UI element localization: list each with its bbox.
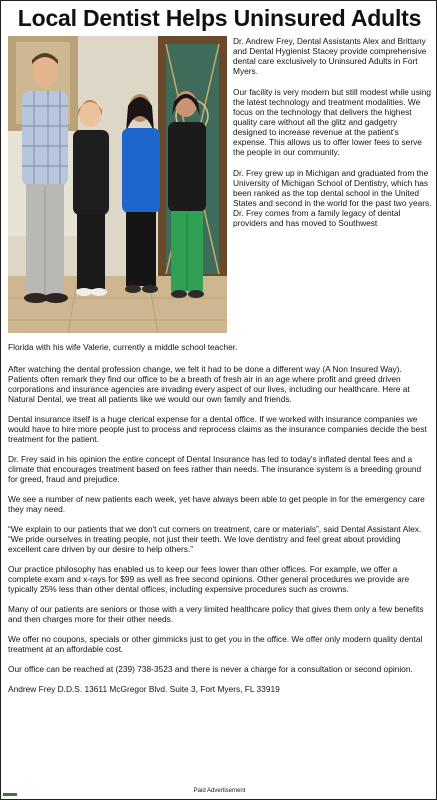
body-paragraph: “We explain to our patients that we don't cut corners on treatment, care or materials”, said Dental Assistant Alex. “We pride ourselves in treating people, not just their teeth. We love dentistry and feel great about providing excellent care driven by our desire to help others.” [8,524,422,554]
headline: Local Dentist Helps Uninsured Adults [17,5,422,31]
column-paragraph: Dr. Frey grew up in Michigan and graduated from the University of Michigan School of Dentistry, which has been ranked as the top dental school in the United States and second in the world for the past two years. Dr. Frey comes from a family legacy of dental providers and has moved to Southwest [233,168,432,228]
body-paragraph: We see a number of new patients each week, yet have always been able to get people in for the emergency care they may need. [8,494,425,514]
column-paragraph: Dr. Andrew Frey, Dental Assistants Alex and Brittany and Dental Hygienist Stacey provide comprehensive dental care exclusively to Uninsured Adults in Fort Myers. [233,36,427,76]
contact-paragraph: Our office can be reached at (239) 738-3523 and there is never a charge for a consultation or second opinion. [8,664,413,674]
column-paragraph: Our facility is very modern but still modest while using the latest technology and treatment modalities. We focus on the technology that delivers the highest quality care without all the glitz and gadgetry designed to increase revenue at the patient's expense. This allows us to offer lower fees to serve the people in our community. [233,87,432,157]
staff-photo [8,36,227,333]
paid-advertisement-label: Paid Advertisement [193,788,246,794]
wrap-continuation: Florida with his wife Valerie, currently a middle school teacher. [8,342,238,352]
body-paragraph: After watching the dental profession change, we felt it had to be done a different way (A Non Insured Way). Patients often remark they find our office to be a breath of fresh air in an age where profit and greed driven corporations and insurance agencies are invading every aspect of our lives, including our healthcare. Here at Natural Dental, we treat all patients like we would our own family and friends. [8,364,410,404]
address-line: Andrew Frey D.D.S. 13611 McGregor Blvd. Suite 3, Fort Myers, FL 33919 [8,684,280,694]
body-paragraph: Our practice philosophy has enabled us to keep our fees lower than other offices. For example, we offer a complete exam and x-rays for $99 as well as free second opinions. Other general procedures we provide are typically 25% less than other dental offices, including expensive procedures such as crowns. [8,564,410,594]
article-body [8,364,430,704]
body-paragraph: We offer no coupons, specials or other gimmicks just to get you in the office. We offer only modern quality dental treatment at an affordable cost. [8,634,423,654]
right-column [233,36,432,239]
body-paragraph: Dental insurance itself is a huge clerical expense for a dental office. If we worked with insurance companies we would have to hire more people just to process and reprocess claims as the insurance companies decide the best treatment for the patient. [8,414,427,444]
corner-mark [3,793,17,796]
body-paragraph: Many of our patients are seniors or those with a very limited healthcare policy that gives them only a few benefits and then charges more for their other needs. [8,604,424,624]
body-paragraph: Dr. Frey said in his opinion the entire concept of Dental Insurance has led to today's inflated dental fees and a climate that encourages treatment based on fees rather than needs. The insurance system is a breeding ground for greed, fraud and prejudice. [8,454,422,484]
